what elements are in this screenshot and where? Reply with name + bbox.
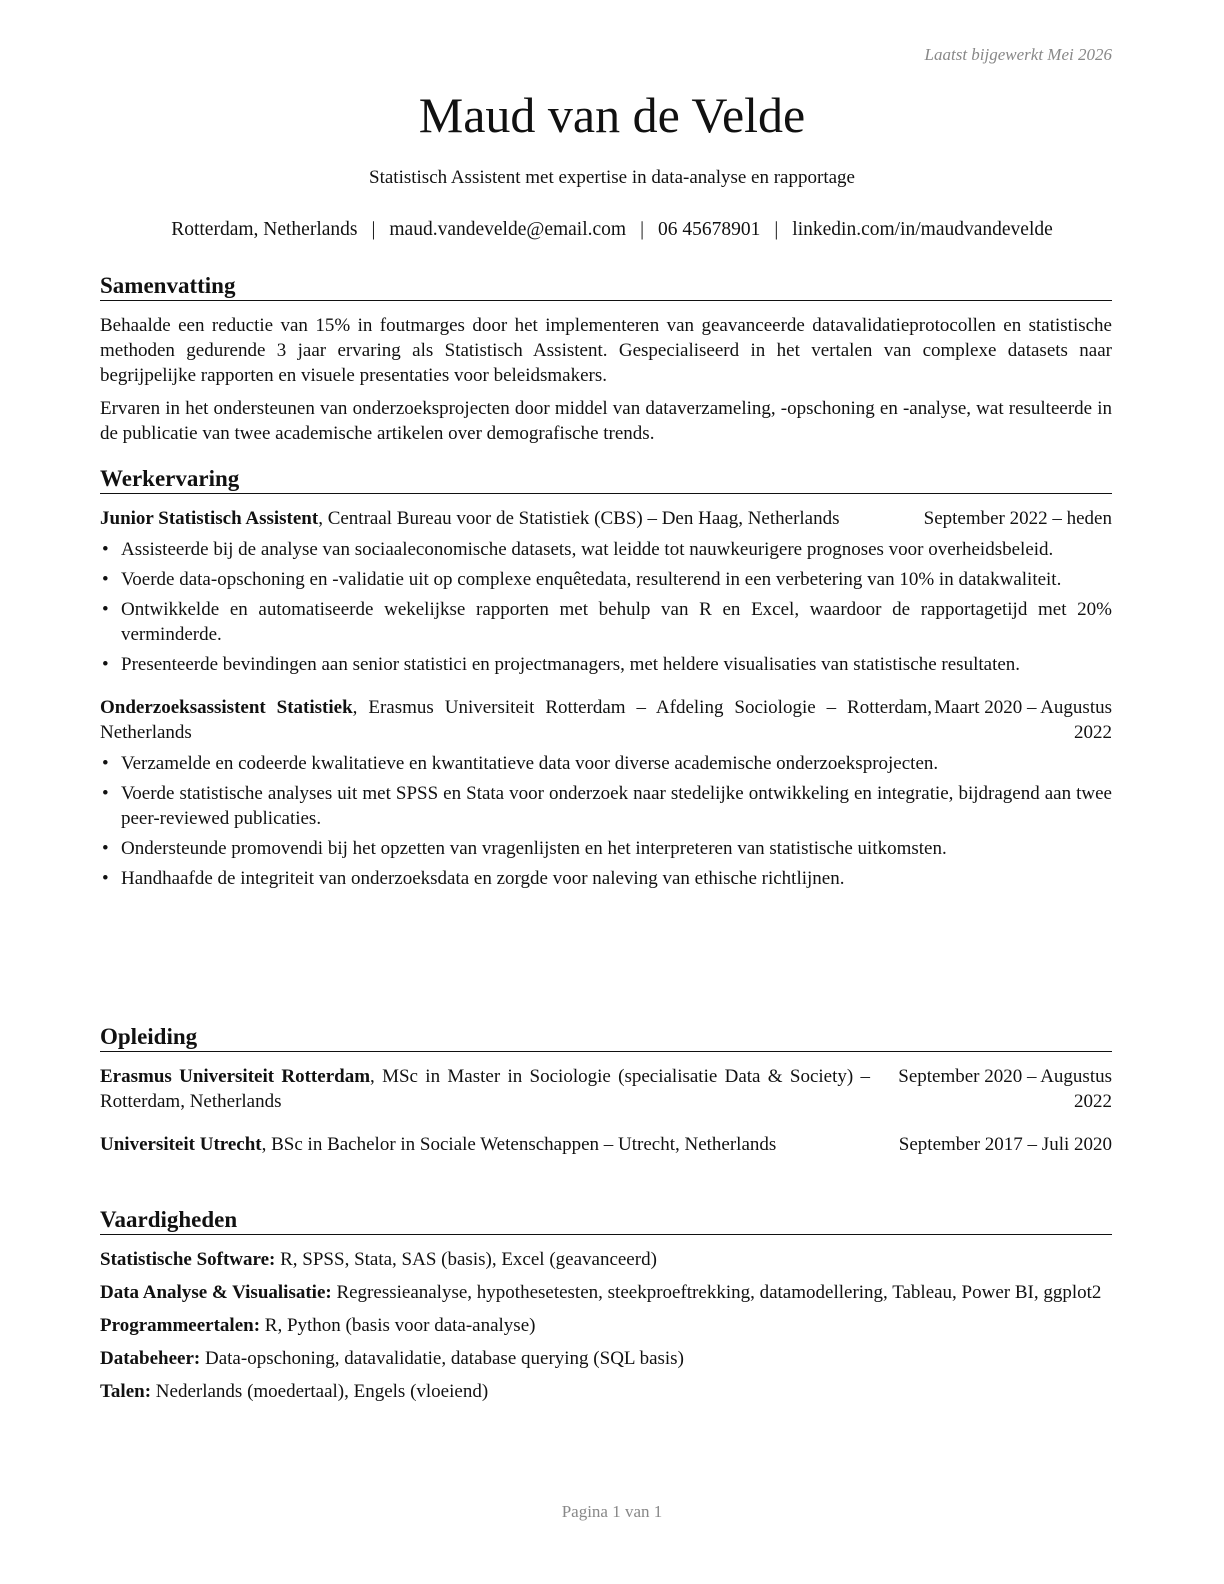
- education-entry: [100, 1064, 1112, 1114]
- skills-section: [100, 1206, 1112, 1412]
- contact-separator: |: [774, 219, 779, 240]
- list-item: • Assisteerde bij de analyse van sociaaleconomische datasets, wat leidde tot nauwkeurigere prognoses voor overheidsbeleid.: [102, 539, 1054, 560]
- list-item: • Ondersteunde promovendi bij het opzetten van vragenlijsten en het interpreteren van statistische uitkomsten.: [102, 838, 947, 859]
- education-dates: September 2017 – Juli 2020: [898, 1134, 1112, 1155]
- summary-section: [100, 272, 1112, 454]
- education-detail: , BSc in Bachelor in Sociale Wetenschappen – Utrecht, Netherlands: [261, 1134, 777, 1155]
- skill-row: Talen: Nederlands (moedertaal), Engels (vloeiend): [100, 1381, 489, 1402]
- section-title: Opleiding: [100, 1023, 1112, 1052]
- skill-row: Data Analyse & Visualisatie: Regressieanalyse, hypothesetesten, steekproeftrekking, datamodellering, Tableau, Power BI, ggplot2: [100, 1282, 1102, 1303]
- summary-paragraph: Ervaren in het ondersteunen van onderzoeksprojecten door middel van dataverzameling, -opschoning en -analyse, wat resulteerde in de publicatie van twee academische artikelen over demografische trends.: [100, 398, 1112, 444]
- section-title: Werkervaring: [100, 465, 1112, 494]
- education-entry: [100, 1132, 1112, 1157]
- list-item: • Ontwikkelde en automatiseerde wekelijkse rapporten met behulp van R en Excel, waardoor de rapportagetijd met 20% verminderde.: [102, 599, 1112, 645]
- contact-separator: |: [371, 219, 376, 240]
- job-bullets: [100, 537, 1112, 677]
- last-updated: Laatst bijgewerkt Mei 2026: [924, 45, 1112, 64]
- list-item: • Handhaafde de integriteit van onderzoeksdata en zorgde voor naleving van ethische richtlijnen.: [102, 868, 845, 889]
- candidate-name: Maud van de Velde: [418, 87, 806, 143]
- list-item: • Voerde statistische analyses uit met SPSS en Stata voor onderzoek naar stedelijke ontwikkeling en integratie, bijdragend aan twee peer-reviewed publicaties.: [102, 783, 1112, 829]
- contact-separator: |: [640, 219, 645, 240]
- job-bullets: [100, 751, 1112, 891]
- skill-row: Databeheer: Data-opschoning, datavalidatie, database querying (SQL basis): [100, 1348, 684, 1369]
- skill-row: Programmeertalen: R, Python (basis voor data-analyse): [100, 1315, 536, 1336]
- contact-location: Rotterdam, Netherlands: [171, 219, 358, 240]
- job-entry: [100, 506, 1112, 677]
- education-section: [100, 1023, 1112, 1157]
- job-role: Junior Statistisch Assistent: [100, 508, 319, 529]
- section-title: Vaardigheden: [100, 1206, 1112, 1235]
- contact-email[interactable]: maud.vandevelde@email.com: [389, 219, 627, 240]
- skill-row: Statistische Software: R, SPSS, Stata, SAS (basis), Excel (geavanceerd): [100, 1249, 657, 1270]
- list-item: • Verzamelde en codeerde kwalitatieve en kwantitatieve data voor diverse academische onderzoeksprojecten.: [102, 753, 939, 774]
- job-dates: September 2022 – heden: [923, 508, 1112, 529]
- contact-linkedin[interactable]: linkedin.com/in/maudvandevelde: [792, 219, 1053, 240]
- headline: Statistisch Assistent met expertise in data-analyse en rapportage: [369, 167, 855, 188]
- job-org: , Erasmus Universiteit Rotterdam – Afdeling Sociologie – Rotterdam, Netherlands: [100, 697, 932, 743]
- list-item: • Voerde data-opschoning en -validatie uit op complexe enquêtedata, resulterend in een verbetering van 10% in datakwaliteit.: [102, 569, 1062, 590]
- contact-line: [0, 219, 1224, 241]
- experience-section: [100, 465, 1112, 896]
- school-name: Universiteit Utrecht: [100, 1134, 262, 1155]
- contact-phone: 06 45678901: [658, 219, 761, 240]
- job-entry: [100, 695, 1112, 891]
- school-name: Erasmus Universiteit Rotterdam: [100, 1066, 371, 1087]
- page-footer: Pagina 1 van 1: [561, 1502, 663, 1521]
- summary-paragraph: Behaalde een reductie van 15% in foutmarges door het implementeren van geavanceerde datavalidatieprotocollen en statistische methoden gedurende 3 jaar ervaring als Statistisch Assistent. Gespecialiseerd in het vertalen van complexe datasets naar begrijpelijke rapporten en visuele presentaties voor beleidsmakers.: [100, 315, 1112, 386]
- job-role: Onderzoeksassistent Statistiek: [100, 697, 353, 718]
- education-detail: , MSc in Master in Sociologie (specialisatie Data & Society) – Rotterdam, Netherlands: [100, 1066, 870, 1112]
- education-dates: September 2020 – Augustus 2022: [898, 1066, 1112, 1112]
- section-title: Samenvatting: [100, 272, 1112, 301]
- list-item: • Presenteerde bevindingen aan senior statistici en projectmanagers, met heldere visualisaties van statistische resultaten.: [102, 654, 1021, 675]
- job-dates: Maart 2020 – Augustus 2022: [934, 697, 1112, 743]
- job-org: , Centraal Bureau voor de Statistiek (CBS) – Den Haag, Netherlands: [318, 508, 840, 529]
